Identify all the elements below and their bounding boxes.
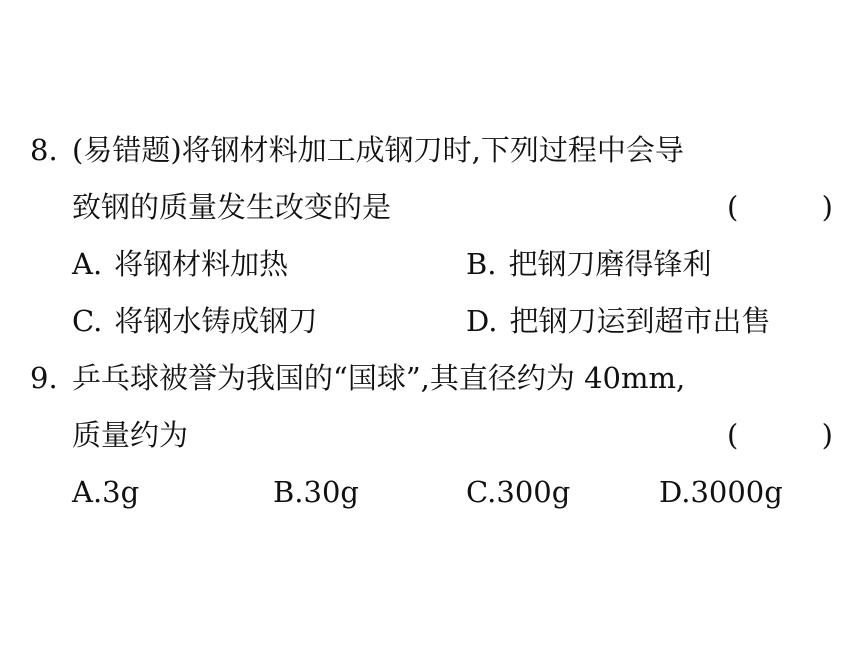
q9-stem-text-2: 质量约为 [72,418,189,452]
q8-option-b [466,242,712,286]
q8-stem-line-2 [0,185,860,229]
q8-number: 8. [30,133,58,167]
q8-option-c-text: 将钢水铸成钢刀 [114,304,318,338]
q8-answer-blank [727,185,833,229]
q9-option-d-text: 3000g [690,475,783,509]
q8-option-d-label: D. [466,304,498,338]
q8-option-c-label: C. [72,304,103,338]
q9-option-a [72,470,139,514]
q9-option-c [466,470,570,514]
q9-option-d [659,470,783,514]
q9-number: 9. [30,361,58,395]
q8-answer-open-paren: ( [727,190,739,224]
q9-option-c-text: 300g [496,475,571,509]
q9-option-a-label: A. [72,475,103,509]
q9-stem-line-2 [0,413,860,457]
q9-stem-text-1: 乒乓球被誉为我国的“国球”,其直径约为 40mm, [72,361,686,395]
q8-option-a [72,242,288,286]
q9-option-c-label: C. [466,475,497,509]
q9-option-d-label: D. [659,475,691,509]
q9-answer-blank [727,413,833,457]
q8-option-b-text: 把钢刀磨得锋利 [508,247,712,281]
q9-answer-open-paren: ( [727,418,739,452]
q8-option-b-label: B. [466,247,497,281]
q8-answer-close-paren: ) [821,190,833,224]
q8-option-c [72,299,317,343]
q8-option-d [466,299,770,343]
q9-option-b-label: B. [273,475,304,509]
q8-option-a-text: 将钢材料加热 [114,247,289,281]
q9-options-row [0,470,860,514]
q8-options-row-2 [0,299,860,343]
q8-stem-line-1 [0,128,860,172]
q9-stem-line-1 [0,356,860,400]
q8-stem-text-2: 致钢的质量发生改变的是 [72,190,392,224]
q9-answer-close-paren: ) [821,418,833,452]
q8-options-row-1 [0,242,860,286]
q8-stem-text-1: (易错题)将钢材料加工成钢刀时,下列过程中会导 [72,133,684,167]
q9-option-b-text: 30g [303,475,359,509]
q9-option-b [273,470,359,514]
q8-option-a-label: A. [72,247,103,281]
q8-option-d-text: 把钢刀运到超市出售 [509,304,771,338]
q9-option-a-text: 3g [102,475,140,509]
